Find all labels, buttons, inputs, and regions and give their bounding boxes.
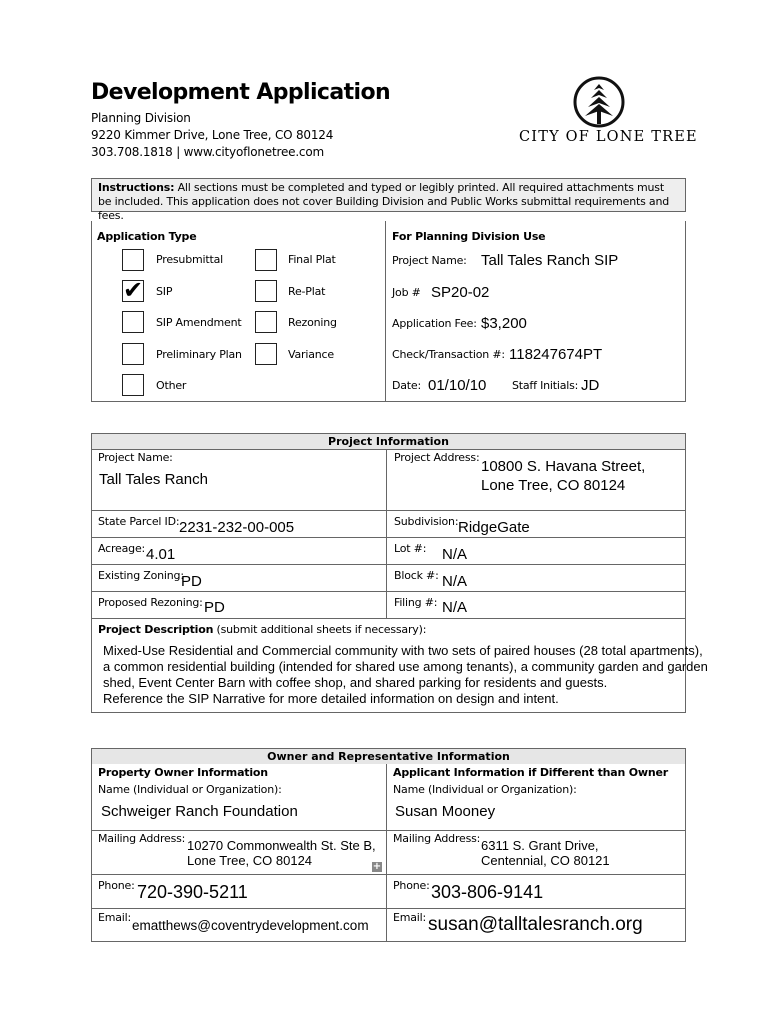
applicant-name-value[interactable]: Susan Mooney [395,803,496,820]
project-description-line: Reference the SIP Narrative for more detailed information on design and intent. [103,691,559,706]
planning-use-heading: For Planning Division Use [392,230,546,243]
preliminary-plan-checkbox[interactable] [122,343,144,365]
existing-zoning-value[interactable]: PD [181,573,202,590]
project-description-text[interactable] [103,643,708,707]
owner-email-value[interactable]: ematthews@coventrydevelopment.com [132,918,369,933]
application-fee-value[interactable]: $3,200 [481,315,527,332]
owner-mailing-label: Mailing Address: [98,832,186,845]
owner-email-label: Email: [98,911,132,924]
final-plat-label: Final Plat [288,253,336,266]
block-value[interactable]: N/A [442,573,468,590]
project-name-label: Project Name: [98,451,173,464]
sip-checkbox[interactable] [122,276,144,304]
column-divider [386,449,387,618]
subdivision-value[interactable]: RidgeGate [458,519,530,536]
instructions-text: All sections must be completed and typed or legibly printed. All required attachments must be included. This application does not cover Building Division and Public Works submittal requirements and fees. [98,181,670,222]
row-divider [91,874,686,875]
applicant-mailing-line1[interactable]: 6311 S. Grant Drive, [481,838,599,853]
job-number-label: Job # [392,286,421,299]
rezoning-label: Rezoning [288,316,337,329]
division-name: Planning Division [91,111,191,125]
staff-initials-value[interactable]: JD [581,377,600,394]
row-divider [91,537,686,538]
application-type-heading: Application Type [97,230,197,243]
parcel-id-label: State Parcel ID: [98,515,180,528]
filing-value[interactable]: N/A [442,599,468,616]
applicant-email-value[interactable]: susan@talltalesranch.org [428,914,643,935]
variance-label: Variance [288,348,334,361]
check-transaction-label: Check/Transaction #: [392,348,505,361]
project-description-line: Mixed-Use Residential and Commercial community with two sets of paired houses (28 total apartments), [103,643,703,658]
owner-mailing-line2[interactable]: Lone Tree, CO 80124 [187,853,313,868]
instructions-box [91,178,686,222]
proposed-rezoning-label: Proposed Rezoning: [98,596,203,609]
section-divider [385,221,386,402]
sip-amendment-label: SIP Amendment [156,316,242,329]
check-transaction-value[interactable]: 118247674PT [509,346,603,363]
project-description-line: a common residential building (intended for shared use among tenants), a community garden and garden [103,659,708,674]
parcel-id-value[interactable]: 2231-232-00-005 [179,519,295,536]
applicant-mailing-label: Mailing Address: [393,832,481,845]
check-mark-icon: ✔ [123,276,144,304]
re-plat-label: Re-Plat [288,285,326,298]
application-type-section [91,221,686,402]
row-divider [91,591,686,592]
expand-plus-icon[interactable]: + [372,861,382,872]
date-value[interactable]: 01/10/10 [428,377,487,394]
variance-checkbox[interactable] [255,343,277,365]
project-description-hint: (submit additional sheets if necessary): [213,623,427,636]
project-description-label [98,623,426,637]
date-label: Date: [392,379,421,392]
block-label: Block #: [394,569,439,582]
lot-value[interactable]: N/A [442,546,468,563]
project-address-line1[interactable]: 10800 S. Havana Street, [481,458,646,475]
lot-label: Lot #: [394,542,427,555]
sip-label: SIP [156,285,173,298]
final-plat-checkbox[interactable] [255,249,277,271]
row-divider [91,908,686,909]
other-checkbox[interactable] [122,374,144,396]
presubmittal-label: Presubmittal [156,253,223,266]
owner-name-value[interactable]: Schweiger Ranch Foundation [101,803,298,820]
page-title: Development Application [91,80,391,105]
project-description-title: Project Description [98,623,214,636]
applicant-phone-label: Phone: [393,879,430,892]
owner-name-label: Name (Individual or Organization): [98,783,282,796]
sip-amendment-checkbox[interactable] [122,311,144,333]
applicant-column-heading: Applicant Information if Different than Owner [393,766,669,779]
owner-mailing-line1[interactable]: 10270 Commonwealth St. Ste B, [187,838,376,853]
re-plat-checkbox[interactable] [255,280,277,302]
row-divider [91,564,686,565]
existing-zoning-label: Existing Zoning: [98,569,184,582]
applicant-email-label: Email: [393,911,427,924]
acreage-label: Acreage: [98,542,146,555]
acreage-value[interactable]: 4.01 [146,546,176,563]
owner-phone-value[interactable]: 720-390-5211 [137,882,248,902]
staff-initials-label: Staff Initials: [512,379,579,392]
preliminary-plan-label: Preliminary Plan [156,348,242,361]
project-address-label: Project Address: [394,451,480,464]
proposed-rezoning-value[interactable]: PD [204,599,225,616]
division-address: 9220 Kimmer Drive, Lone Tree, CO 80124 [91,128,334,142]
presubmittal-checkbox[interactable] [122,249,144,271]
row-divider [91,618,686,619]
subdivision-label: Subdivision: [394,515,459,528]
applicant-phone-value[interactable]: 303-806-9141 [431,882,544,902]
application-fee-label: Application Fee: [392,317,477,330]
planning-project-name-value[interactable]: Tall Tales Ranch SIP [481,252,619,269]
row-divider [91,830,686,831]
project-address-line2[interactable]: Lone Tree, CO 80124 [481,477,626,494]
owner-column-heading: Property Owner Information [98,766,268,779]
city-logo-icon [573,76,625,128]
applicant-mailing-line2[interactable]: Centennial, CO 80121 [481,853,610,868]
applicant-name-label: Name (Individual or Organization): [393,783,577,796]
planning-project-name-label: Project Name: [392,254,467,267]
other-label: Other [156,379,187,392]
row-divider [91,510,686,511]
city-name: CITY OF LONE TREE [519,129,698,145]
project-name-value[interactable]: Tall Tales Ranch [99,471,208,488]
rezoning-checkbox[interactable] [255,311,277,333]
project-information-heading: Project Information [92,434,685,450]
job-number-value[interactable]: SP20-02 [431,284,490,301]
instructions-label: Instructions: [98,181,175,194]
column-divider [386,764,387,942]
filing-label: Filing #: [394,596,438,609]
project-description-line: shed, Event Center Barn with coffee shop, and shared parking for residents and guests. [103,675,608,690]
division-contact: 303.708.1818 | www.cityoflonetree.com [91,145,324,159]
owner-information-heading: Owner and Representative Information [92,749,685,764]
owner-phone-label: Phone: [98,879,135,892]
